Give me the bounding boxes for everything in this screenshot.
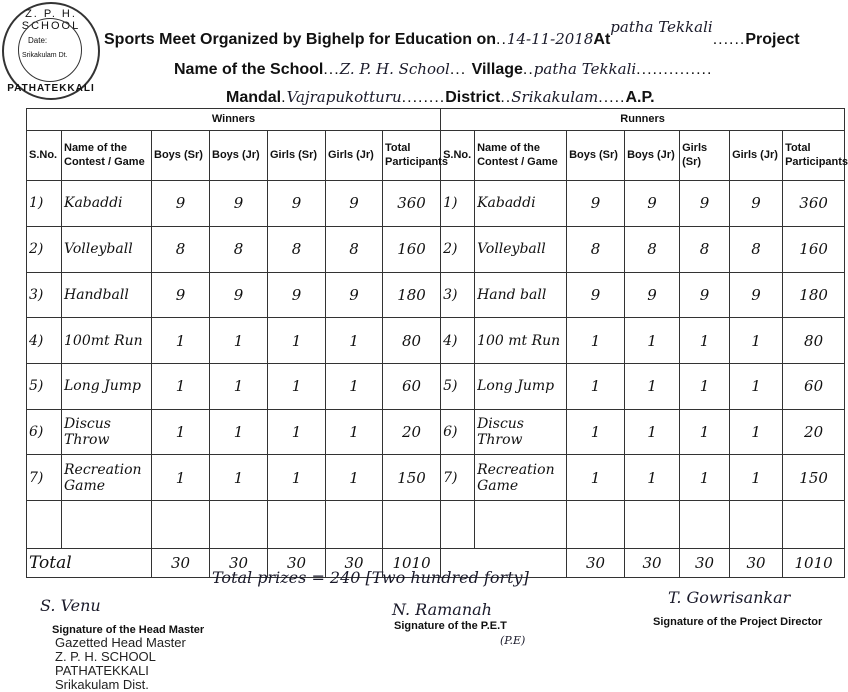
at-value: patha Tekkali: [610, 18, 713, 36]
col-game: Name of the Contest / Game: [62, 130, 152, 181]
mandal-label: Mandal: [226, 89, 282, 106]
runners-sno: 7): [441, 455, 475, 501]
project-director-signature: T. Gowrisankar: [668, 588, 791, 607]
total-prizes-note: Total prizes = 240 [Two hundred forty]: [212, 568, 529, 587]
runners-girls-sr: 9: [680, 272, 730, 318]
school-stamp: [2, 2, 100, 100]
winners-boys-jr: 9: [210, 181, 268, 227]
runners-total-participants: 150: [783, 455, 845, 501]
title-line: Sports Meet Organized by Bighelp for Education on..14-11-2018Atpatha Tekkali......Project: [104, 18, 800, 48]
winners-girls-jr: 1: [326, 409, 383, 455]
col-total: Total Participants: [783, 130, 845, 181]
runners-boys-sr: 1: [567, 455, 625, 501]
winners-game-name: Kabaddi: [62, 181, 152, 227]
at-label: At: [593, 31, 611, 48]
runners-girls-jr: 9: [730, 181, 783, 227]
stamp-place: Srikakulam Dt.: [22, 52, 68, 59]
runners-boys-jr: 1: [625, 363, 680, 409]
pet-note: (P.E): [500, 634, 526, 647]
winners-girls-jr: 9: [326, 181, 383, 227]
winners-game-name: Handball: [62, 272, 152, 318]
runners-total-participants: 20: [783, 409, 845, 455]
table-row: [27, 363, 845, 409]
col-sno: S.No.: [27, 130, 62, 181]
winners-total-participants: 150: [383, 455, 441, 501]
winners-girls-sr: 9: [268, 181, 326, 227]
table-row: [27, 272, 845, 318]
col-girls-sr: Girls (Sr): [680, 130, 730, 181]
runners-boys-jr: 1: [625, 455, 680, 501]
hm-stamp-line-4: Srikakulam Dist.: [55, 677, 149, 692]
runners-boys-sr: 9: [567, 181, 625, 227]
school-value: Z. P. H. School: [339, 60, 450, 78]
hm-stamp-line-3: PATHATEKKALI: [55, 663, 149, 678]
col-girls-jr: Girls (Jr): [326, 130, 383, 181]
col-boys-sr: Boys (Sr): [152, 130, 210, 181]
mandal-line: Mandal.Vajrapukotturu........District..Srikakulam.....A.P.: [226, 88, 655, 106]
winners-girls-sr: 9: [268, 272, 326, 318]
runners-boys-jr: 1: [625, 409, 680, 455]
runners-game-name: Kabaddi: [475, 181, 567, 227]
runners-game-name: Discus Throw: [475, 409, 567, 455]
runners-sno: 6): [441, 409, 475, 455]
winners-sno: 5): [27, 363, 62, 409]
table-row-blank: [27, 501, 845, 549]
winners-boys-jr: 1: [210, 455, 268, 501]
runners-boys-jr: 9: [625, 181, 680, 227]
total-label: Total: [27, 549, 152, 578]
runners-game-name: Recreation Game: [475, 455, 567, 501]
runners-girls-sr: 1: [680, 363, 730, 409]
runners-total-boys-sr: 30: [567, 549, 625, 578]
runners-girls-jr: 1: [730, 318, 783, 364]
runners-girls-jr: 9: [730, 272, 783, 318]
winners-sno: 1): [27, 181, 62, 227]
runners-girls-jr: 1: [730, 455, 783, 501]
winners-girls-sr: 1: [268, 363, 326, 409]
winners-boys-jr: 1: [210, 363, 268, 409]
winners-sno: 2): [27, 226, 62, 272]
winners-boys-jr: 1: [210, 318, 268, 364]
winners-total-participants: 20: [383, 409, 441, 455]
head-master-signature: S. Venu: [40, 596, 101, 615]
head-master-label: Signature of the Head Master: [52, 624, 205, 636]
winners-boys-sr: 1: [152, 455, 210, 501]
runners-sno: 1): [441, 181, 475, 227]
runners-total-participants: 80: [783, 318, 845, 364]
village-value: patha Tekkali: [533, 60, 637, 78]
district-label: District: [445, 89, 501, 106]
col-sno: S.No.: [441, 130, 475, 181]
hm-stamp-line-2: Z. P. H. SCHOOL: [55, 649, 156, 664]
runners-total-participants: 360: [783, 181, 845, 227]
runners-sno: 2): [441, 226, 475, 272]
winners-total-participants: 160: [383, 226, 441, 272]
winners-total-participants: 360: [383, 181, 441, 227]
table-row: [27, 455, 845, 501]
winners-total-participants: 80: [383, 318, 441, 364]
winners-sno: 3): [27, 272, 62, 318]
winners-total-boys-jr: 30: [210, 549, 268, 578]
runners-boys-jr: 8: [625, 226, 680, 272]
table-row: [27, 409, 845, 455]
stamp-date-label: Date:: [28, 36, 48, 45]
district-value: Srikakulam: [511, 88, 599, 106]
runners-header: Runners: [441, 109, 845, 131]
pet-label: Signature of the P.E.T: [394, 620, 507, 632]
winners-boys-sr: 8: [152, 226, 210, 272]
stamp-inner-ring: [18, 18, 82, 82]
winners-boys-sr: 9: [152, 181, 210, 227]
col-boys-sr: Boys (Sr): [567, 130, 625, 181]
runners-game-name: Volleyball: [475, 226, 567, 272]
runners-girls-jr: 8: [730, 226, 783, 272]
winners-game-name: Recreation Game: [62, 455, 152, 501]
runners-total-girls-jr: 30: [730, 549, 783, 578]
col-girls-sr: Girls (Sr): [268, 130, 326, 181]
stamp-top-text: Z. P. H. SCHOOL: [21, 8, 81, 32]
winners-boys-sr: 1: [152, 363, 210, 409]
winners-boys-sr: 1: [152, 318, 210, 364]
runners-boys-sr: 1: [567, 318, 625, 364]
title-prefix: Sports Meet Organized by Bighelp for Education on: [104, 31, 497, 48]
winners-girls-jr: 9: [326, 272, 383, 318]
project-director-label: Signature of the Project Director: [653, 616, 823, 628]
col-total: Total Participants: [383, 130, 441, 181]
runners-sno: 5): [441, 363, 475, 409]
winners-sno: 4): [27, 318, 62, 364]
winners-girls-jr: 1: [326, 363, 383, 409]
mandal-value: Vajrapukotturu: [286, 88, 402, 106]
runners-total-participants: 180: [783, 272, 845, 318]
runners-game-name: 100 mt Run: [475, 318, 567, 364]
col-game: Name of the Contest / Game: [475, 130, 567, 181]
runners-total-participants: 60: [783, 363, 845, 409]
col-girls-jr: Girls (Jr): [730, 130, 783, 181]
winners-game-name: 100mt Run: [62, 318, 152, 364]
runners-total-participants: 160: [783, 226, 845, 272]
winners-total-participants: 60: [383, 363, 441, 409]
runners-sno: 4): [441, 318, 475, 364]
winners-girls-sr: 1: [268, 455, 326, 501]
event-date: 14-11-2018: [506, 30, 594, 48]
winners-girls-jr: 1: [326, 318, 383, 364]
col-boys-jr: Boys (Jr): [625, 130, 680, 181]
winners-total-girls-jr: 30: [326, 549, 383, 578]
winners-header: Winners: [27, 109, 441, 131]
results-table: [26, 108, 848, 578]
runners-game-name: Long Jump: [475, 363, 567, 409]
runners-boys-sr: 1: [567, 363, 625, 409]
winners-total-participants: 180: [383, 272, 441, 318]
runners-boys-jr: 1: [625, 318, 680, 364]
runners-girls-sr: 1: [680, 318, 730, 364]
winners-girls-sr: 1: [268, 409, 326, 455]
runners-boys-sr: 9: [567, 272, 625, 318]
stamp-bottom-text: PATHATEKKALI: [7, 83, 95, 94]
winners-total-participants: 1010: [383, 549, 441, 578]
winners-total-girls-sr: 30: [268, 549, 326, 578]
hm-stamp-line-1: Gazetted Head Master: [55, 635, 186, 650]
runners-girls-sr: 1: [680, 409, 730, 455]
column-headers: [27, 130, 845, 181]
school-label: Name of the School: [174, 61, 324, 78]
winners-girls-jr: 1: [326, 455, 383, 501]
winners-sno: 6): [27, 409, 62, 455]
village-label: Village: [471, 61, 523, 78]
winners-boys-jr: 8: [210, 226, 268, 272]
winners-total-boys-sr: 30: [152, 549, 210, 578]
pet-signature: N. Ramanah: [392, 600, 492, 619]
winners-sno: 7): [27, 455, 62, 501]
runners-total-participants: 1010: [783, 549, 845, 578]
runners-girls-sr: 1: [680, 455, 730, 501]
runners-total-boys-jr: 30: [625, 549, 680, 578]
school-line: Name of the School...Z. P. H. School... Village..patha Tekkali..............: [174, 60, 713, 78]
winners-boys-sr: 9: [152, 272, 210, 318]
runners-girls-jr: 1: [730, 409, 783, 455]
runners-boys-jr: 9: [625, 272, 680, 318]
winners-boys-sr: 1: [152, 409, 210, 455]
col-boys-jr: Boys (Jr): [210, 130, 268, 181]
runners-boys-sr: 8: [567, 226, 625, 272]
winners-girls-sr: 8: [268, 226, 326, 272]
state-label: A.P.: [625, 89, 655, 106]
winners-game-name: Volleyball: [62, 226, 152, 272]
runners-girls-sr: 8: [680, 226, 730, 272]
runners-sno: 3): [441, 272, 475, 318]
winners-boys-jr: 9: [210, 272, 268, 318]
project-label: Project: [745, 31, 800, 48]
head-master-stamp: [55, 636, 186, 692]
runners-girls-jr: 1: [730, 363, 783, 409]
runners-total-girls-sr: 30: [680, 549, 730, 578]
table-row: [27, 181, 845, 227]
winners-girls-sr: 1: [268, 318, 326, 364]
winners-girls-jr: 8: [326, 226, 383, 272]
winners-boys-jr: 1: [210, 409, 268, 455]
runners-girls-sr: 9: [680, 181, 730, 227]
runners-boys-sr: 1: [567, 409, 625, 455]
winners-game-name: Discus Throw: [62, 409, 152, 455]
winners-game-name: Long Jump: [62, 363, 152, 409]
runners-game-name: Hand ball: [475, 272, 567, 318]
table-row: [27, 226, 845, 272]
table-row: [27, 318, 845, 364]
